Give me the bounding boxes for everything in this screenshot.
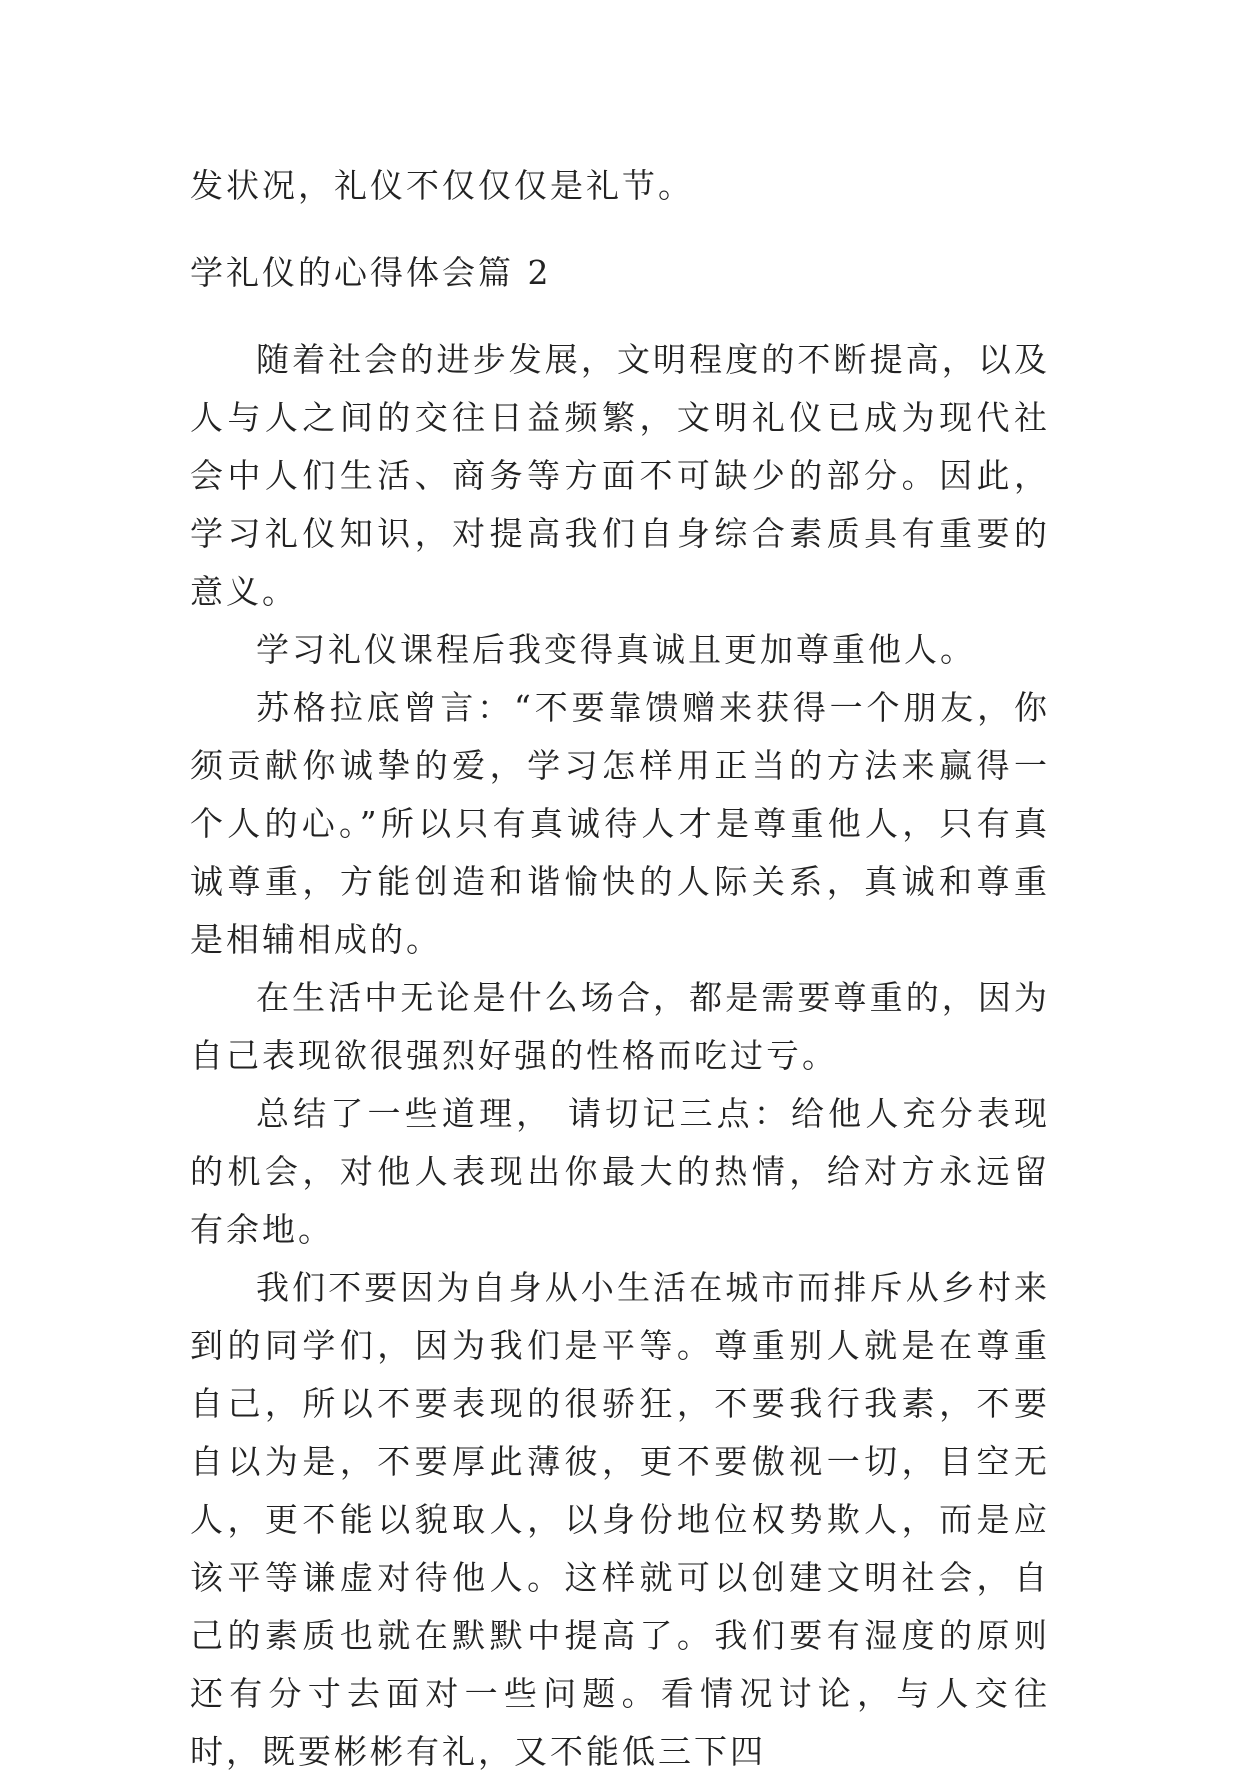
paragraph: 总结了一些道理， 请切记三点：给他人充分表现的机会，对他人表现出你最大的热情，给对方永远留有余地。 (190, 1094, 1050, 1249)
paragraph: 在生活中无论是什么场合，都是需要尊重的，因为自己表现欲很强烈好强的性格而吃过亏。 (190, 978, 1050, 1075)
paragraph: 随着社会的进步发展，文明程度的不断提高，以及人与人之间的交往日益频繁，文明礼仪已成为现代社会中人们生活、商务等方面不可缺少的部分。因此，学习礼仪知识，对提高我们自身综合素质具有重要的意义。 (190, 340, 1050, 611)
paragraph: 学习礼仪课程后我变得真诚且更加尊重他人。 (256, 630, 976, 669)
section-title: 学礼仪的心得体会篇 2 (190, 253, 552, 292)
continuation-text: 发状况，礼仪不仅仅仅是礼节。 (190, 166, 694, 205)
paragraph: 苏格拉底曾言：“不要靠馈赠来获得一个朋友，你须贡献你诚挚的爱，学习怎样用正当的方法来赢得一个人的心。”所以只有真诚待人才是尊重他人，只有真诚尊重，方能创造和谐愉快的人际关系，真诚和尊重是相辅相成的。 (190, 688, 1050, 959)
paragraph: 我们不要因为自身从小生活在城市而排斥从乡村来到的同学们，因为我们是平等。尊重别人就是在尊重自己，所以不要表现的很骄狂，不要我行我素，不要自以为是，不要厚此薄彼，更不要傲视一切，目空无人，更不能以貌取人，以身份地位权势欺人，而是应该平等谦虚对待他人。这样就可以创建文明社会，自己的素质也就在默默中提高了。我们要有湿度的原则还有分寸去面对一些问题。看情况讨论，与人交往时，既要彬彬有礼，又不能低三下四 (190, 1268, 1050, 1771)
body-text (190, 331, 1050, 1781)
